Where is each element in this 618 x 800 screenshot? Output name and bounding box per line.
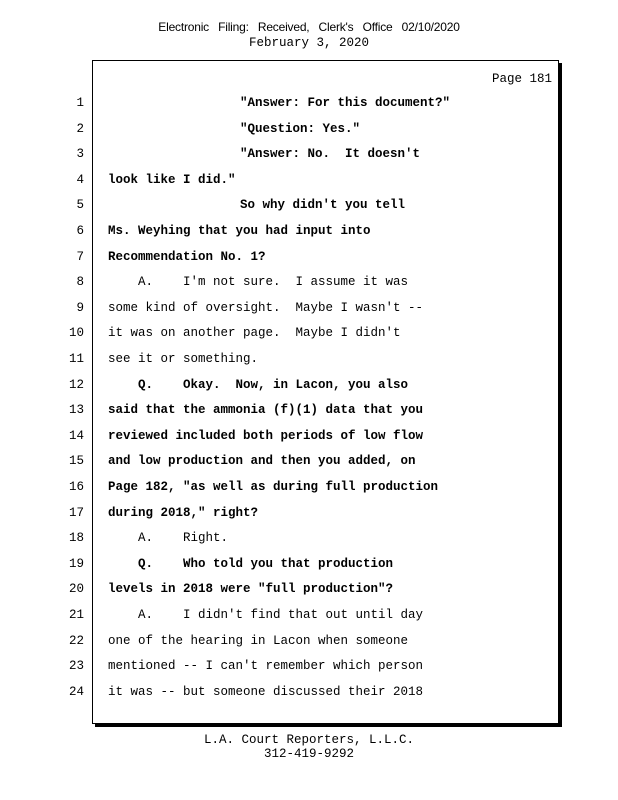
line-number: 7 <box>76 249 84 264</box>
line-number: 12 <box>68 377 84 392</box>
line-text: it was on another page. Maybe I didn't <box>108 326 401 341</box>
line-text: A. I didn't find that out until day <box>138 608 424 622</box>
line-text: said that the ammonia (f)(1) data that you <box>108 403 424 418</box>
line-text: Ms. Weyhing that you had input into <box>108 224 371 238</box>
line-number: 22 <box>68 633 84 648</box>
line-text: reviewed included both periods of low flow <box>108 428 424 443</box>
line-number: 17 <box>68 505 84 520</box>
line-text: A. I'm not sure. I assume it was <box>138 275 409 290</box>
transcript-date: February 3, 2020 <box>248 36 370 50</box>
page-number: Page 181 <box>491 72 552 86</box>
line-text: "Answer: No. It doesn't <box>240 147 421 162</box>
line-number: 21 <box>68 608 84 622</box>
line-number: 6 <box>76 224 84 238</box>
line-text: mentioned -- I can't remember which person <box>108 659 424 674</box>
line-number: 10 <box>68 326 84 341</box>
line-number: 4 <box>76 172 84 187</box>
line-number: 9 <box>76 300 84 315</box>
line-number: 24 <box>68 684 84 699</box>
line-text: Q. Who told you that production <box>138 556 394 571</box>
line-number: 19 <box>68 556 84 571</box>
line-text: some kind of oversight. Maybe I wasn't -- <box>108 300 424 315</box>
line-number: 15 <box>68 454 84 469</box>
line-text: it was -- but someone discussed their 2018 <box>108 684 424 699</box>
line-text: look like I did." <box>108 172 236 187</box>
line-number: 3 <box>76 147 84 162</box>
line-number: 11 <box>68 352 84 366</box>
line-number: 2 <box>76 121 84 136</box>
line-number: 8 <box>76 275 84 290</box>
line-text: Q. Okay. Now, in Lacon, you also <box>138 377 409 392</box>
line-text: "Answer: For this document?" <box>240 96 451 110</box>
line-text: during 2018," right? <box>108 505 259 520</box>
line-text: see it or something. <box>108 352 259 366</box>
line-text: Recommendation No. 1? <box>108 249 266 264</box>
line-text: Page 182, "as well as during full production <box>108 480 439 494</box>
filing-stamp: Electronic Filing: Received, Clerk's Office 02/10/2020 <box>158 20 460 34</box>
line-number: 14 <box>68 428 84 443</box>
line-text: one of the hearing in Lacon when someone <box>108 633 409 648</box>
line-text: "Question: Yes." <box>240 121 361 136</box>
court-reporter-name: L.A. Court Reporters, L.L.C. <box>203 733 415 747</box>
line-number: 1 <box>76 96 84 110</box>
line-number: 13 <box>68 403 84 418</box>
court-reporter-phone: 312-419-9292 <box>263 747 354 761</box>
line-text: A. Right. <box>138 531 229 546</box>
line-number: 23 <box>68 659 84 674</box>
line-text: So why didn't you tell <box>240 198 406 213</box>
line-number: 18 <box>68 531 84 546</box>
line-text: and low production and then you added, on <box>108 454 416 469</box>
line-number: 16 <box>68 480 84 494</box>
line-number: 5 <box>76 198 84 213</box>
line-number: 20 <box>68 582 84 597</box>
line-text: levels in 2018 were "full production"? <box>108 582 394 597</box>
